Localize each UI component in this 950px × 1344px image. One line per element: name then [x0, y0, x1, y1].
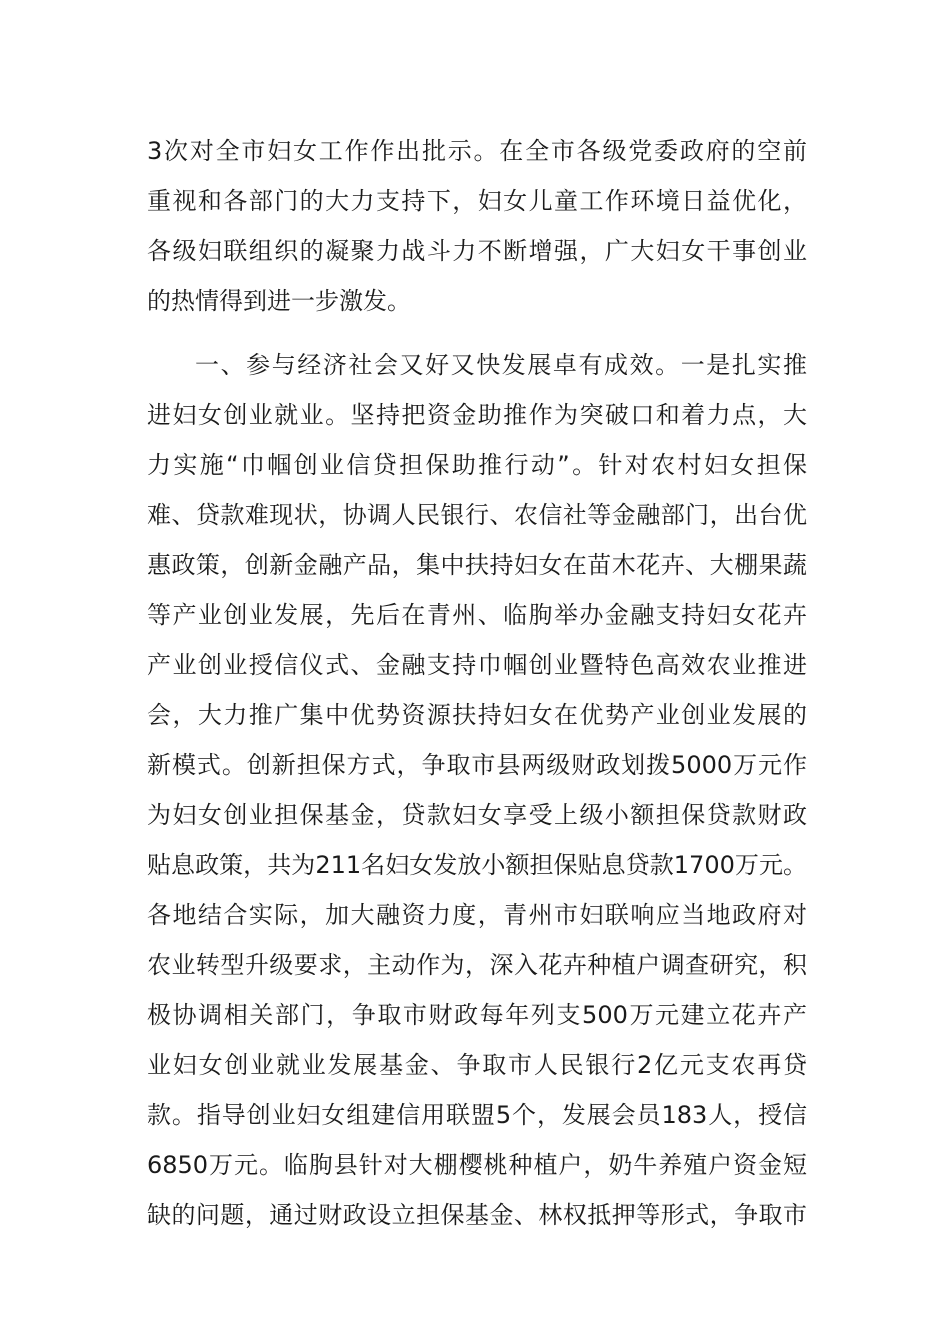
text-line: 难、贷款难现状，协调人民银行、农信社等金融部门，出台优	[147, 501, 807, 529]
text-line: 进妇女创业就业。坚持把资金助推作为突破口和着力点，大	[147, 401, 807, 429]
document-body	[147, 126, 807, 1240]
text-line: 款。指导创业妇女组建信用联盟5个，发展会员183人，授信	[147, 1101, 807, 1129]
text-line: 农业转型升级要求，主动作为，深入花卉种植户调查研究，积	[147, 951, 807, 979]
paragraph-2	[147, 340, 807, 1240]
text-line: 一、参与经济社会又好又快发展卓有成效。一是扎实推	[195, 351, 807, 379]
text-line: 力实施“巾帼创业信贷担保助推行动”。针对农村妇女担保	[147, 451, 807, 479]
text-line: 贴息政策，共为211名妇女发放小额担保贴息贷款1700万元。	[147, 851, 807, 879]
text-line: 缺的问题，通过财政设立担保基金、林权抵押等形式，争取市	[147, 1201, 807, 1229]
paragraph-spacing	[147, 326, 807, 340]
text-line: 会，大力推广集中优势资源扶持妇女在优势产业创业发展的	[147, 701, 807, 729]
text-line: 为妇女创业担保基金，贷款妇女享受上级小额担保贷款财政	[147, 801, 807, 829]
text-line: 各级妇联组织的凝聚力战斗力不断增强，广大妇女干事创业	[147, 237, 807, 265]
text-line: 产业创业授信仪式、金融支持巾帼创业暨特色高效农业推进	[147, 651, 807, 679]
text-line: 业妇女创业就业发展基金、争取市人民银行2亿元支农再贷	[147, 1051, 807, 1079]
paragraph-1	[147, 126, 807, 326]
text-line: 新模式。创新担保方式，争取市县两级财政划拨5000万元作	[147, 751, 807, 779]
text-line: 6850万元。临朐县针对大棚樱桃种植户，奶牛养殖户资金短	[147, 1151, 807, 1179]
text-line: 重视和各部门的大力支持下，妇女儿童工作环境日益优化，	[147, 187, 807, 215]
text-line: 惠政策，创新金融产品，集中扶持妇女在苗木花卉、大棚果蔬	[147, 551, 807, 579]
text-line: 的热情得到进一步激发。	[147, 287, 411, 315]
text-line: 等产业创业发展，先后在青州、临朐举办金融支持妇女花卉	[147, 601, 807, 629]
text-line: 各地结合实际，加大融资力度，青州市妇联响应当地政府对	[147, 901, 807, 929]
text-line: 极协调相关部门，争取市财政每年列支500万元建立花卉产	[147, 1001, 807, 1029]
text-line: 3次对全市妇女工作作出批示。在全市各级党委政府的空前	[147, 137, 807, 165]
